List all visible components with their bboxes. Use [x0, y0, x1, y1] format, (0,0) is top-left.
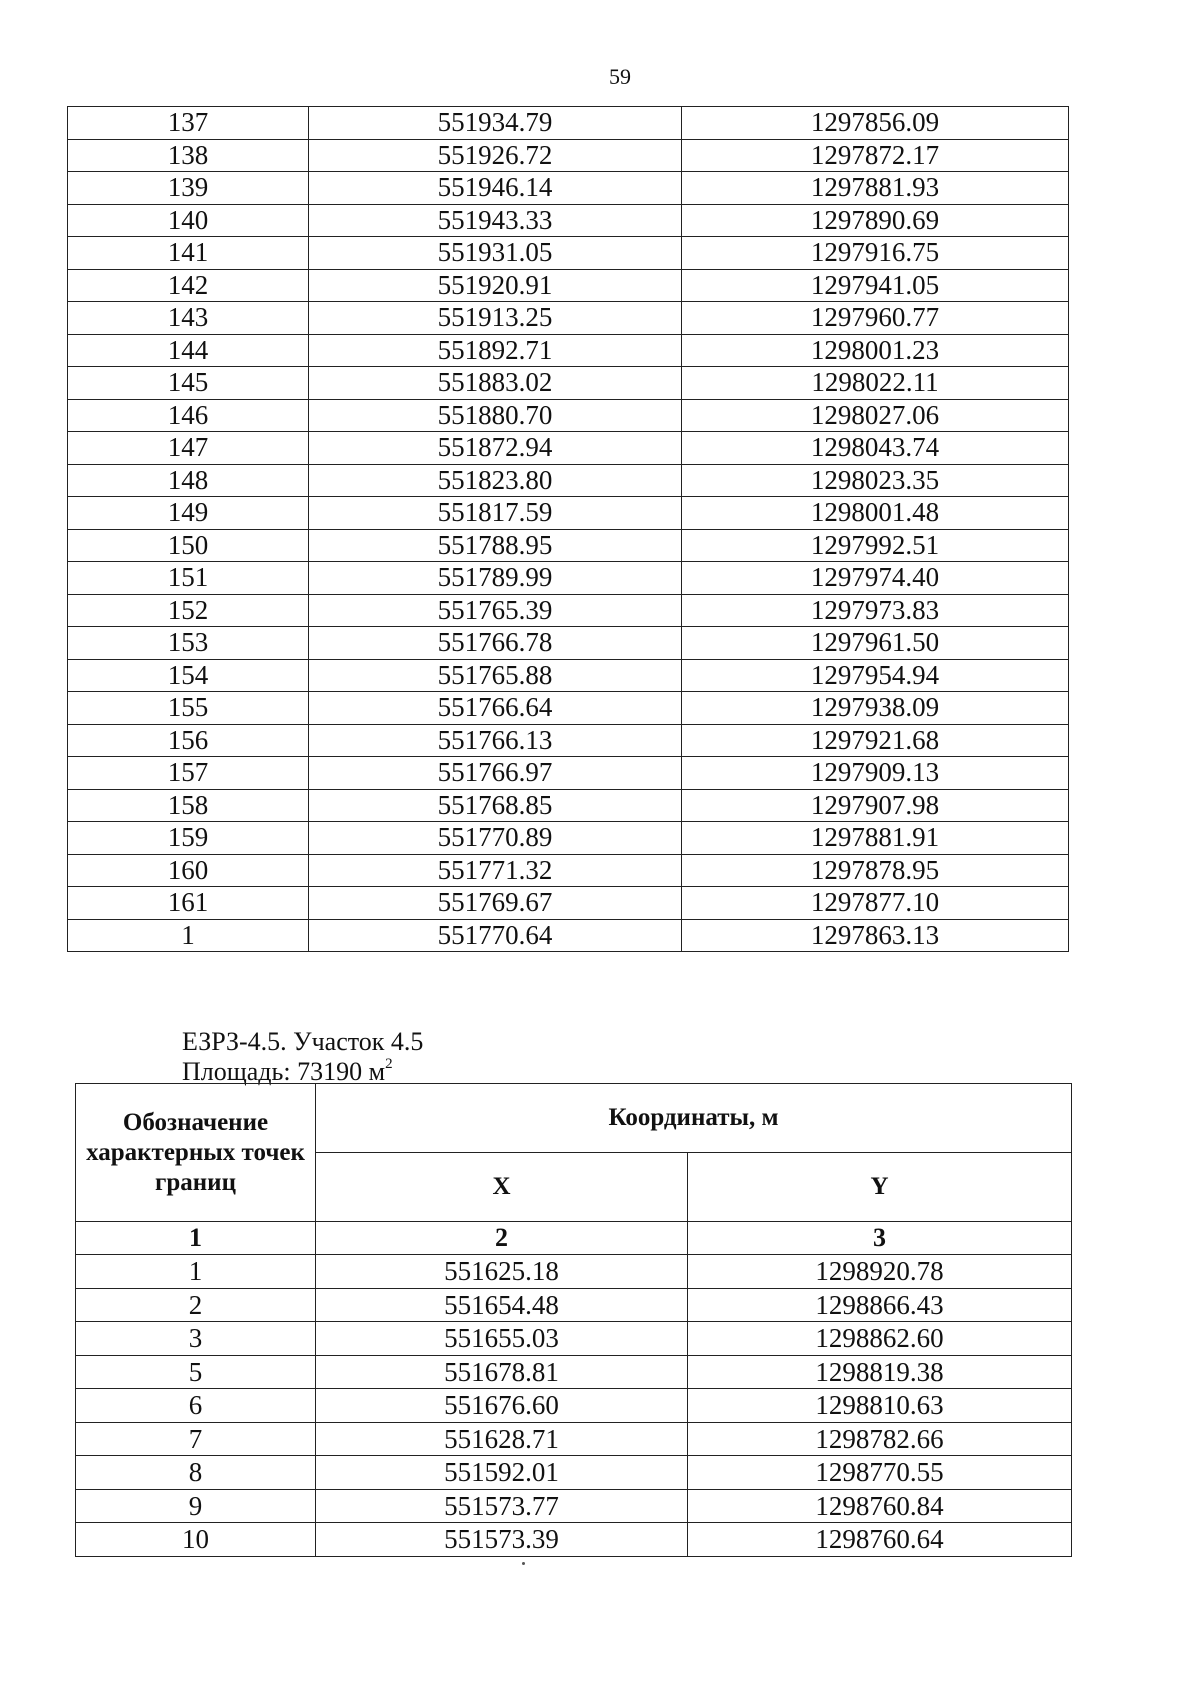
y-coordinate-cell: 1297954.94: [682, 659, 1069, 692]
coordinates-table-continued: [67, 106, 1069, 952]
x-coordinate-cell: 551625.18: [316, 1255, 688, 1289]
y-coordinate-cell: 1297974.40: [682, 562, 1069, 595]
header-point-designation: Обозначение характерных точек границ: [76, 1084, 316, 1222]
y-coordinate-cell: 1297961.50: [682, 627, 1069, 660]
point-number-cell: 142: [68, 269, 309, 302]
coordinates-table-body: [68, 107, 1069, 952]
x-coordinate-cell: 551769.67: [309, 887, 682, 920]
point-number-cell: 1: [68, 919, 309, 952]
table-row: [76, 1422, 1072, 1456]
point-number-cell: 156: [68, 724, 309, 757]
table-row: [68, 237, 1069, 270]
table-row: [76, 1355, 1072, 1389]
x-coordinate-cell: 551678.81: [316, 1355, 688, 1389]
x-coordinate-cell: 551913.25: [309, 302, 682, 335]
point-number-cell: 152: [68, 594, 309, 627]
y-coordinate-cell: 1297863.13: [682, 919, 1069, 952]
x-coordinate-cell: 551628.71: [316, 1422, 688, 1456]
x-coordinate-cell: 551946.14: [309, 172, 682, 205]
area-superscript: 2: [385, 1056, 393, 1072]
y-coordinate-cell: 1297907.98: [682, 789, 1069, 822]
column-number-3: 3: [688, 1222, 1072, 1255]
y-coordinate-cell: 1298866.43: [688, 1288, 1072, 1322]
table-row: [68, 302, 1069, 335]
table-row: [68, 367, 1069, 400]
column-number-2: 2: [316, 1222, 688, 1255]
table-row: [68, 464, 1069, 497]
x-coordinate-cell: 551654.48: [316, 1288, 688, 1322]
table-row: [76, 1389, 1072, 1423]
y-coordinate-cell: 1297960.77: [682, 302, 1069, 335]
x-coordinate-cell: 551823.80: [309, 464, 682, 497]
y-coordinate-cell: 1297872.17: [682, 139, 1069, 172]
point-number-cell: 159: [68, 822, 309, 855]
point-number-cell: 9: [76, 1489, 316, 1523]
x-coordinate-cell: 551573.39: [316, 1523, 688, 1557]
page-number: 59: [609, 64, 631, 89]
y-coordinate-cell: 1298001.48: [682, 497, 1069, 530]
table-row: [68, 204, 1069, 237]
scan-speck: [522, 1562, 525, 1565]
coordinates-table-2-body: [76, 1255, 1072, 1557]
table-row: [68, 529, 1069, 562]
table-row: [68, 399, 1069, 432]
y-coordinate-cell: 1297909.13: [682, 757, 1069, 790]
point-number-cell: 1: [76, 1255, 316, 1289]
x-coordinate-cell: 551920.91: [309, 269, 682, 302]
x-coordinate-cell: 551770.64: [309, 919, 682, 952]
table-row: [68, 497, 1069, 530]
y-coordinate-cell: 1297921.68: [682, 724, 1069, 757]
table-row: [68, 594, 1069, 627]
x-coordinate-cell: 551655.03: [316, 1322, 688, 1356]
point-number-cell: 2: [76, 1288, 316, 1322]
y-coordinate-cell: 1298023.35: [682, 464, 1069, 497]
x-coordinate-cell: 551926.72: [309, 139, 682, 172]
table-row: [68, 724, 1069, 757]
y-coordinate-cell: 1297973.83: [682, 594, 1069, 627]
table-row: [68, 269, 1069, 302]
header-y: Y: [688, 1153, 1072, 1222]
y-coordinate-cell: 1297877.10: [682, 887, 1069, 920]
point-number-cell: 146: [68, 399, 309, 432]
point-number-cell: 149: [68, 497, 309, 530]
x-coordinate-cell: 551676.60: [316, 1389, 688, 1423]
table-row: [68, 172, 1069, 205]
y-coordinate-cell: 1298760.84: [688, 1489, 1072, 1523]
y-coordinate-cell: 1298027.06: [682, 399, 1069, 432]
y-coordinate-cell: 1297856.09: [682, 107, 1069, 140]
point-number-cell: 6: [76, 1389, 316, 1423]
x-coordinate-cell: 551943.33: [309, 204, 682, 237]
point-number-cell: 160: [68, 854, 309, 887]
y-coordinate-cell: 1298760.64: [688, 1523, 1072, 1557]
x-coordinate-cell: 551766.97: [309, 757, 682, 790]
table-row: [76, 1489, 1072, 1523]
point-number-cell: 10: [76, 1523, 316, 1557]
x-coordinate-cell: 551592.01: [316, 1456, 688, 1490]
point-number-cell: 145: [68, 367, 309, 400]
y-coordinate-cell: 1298782.66: [688, 1422, 1072, 1456]
table-row: [68, 659, 1069, 692]
table-row: [68, 789, 1069, 822]
table-row: [68, 334, 1069, 367]
x-coordinate-cell: 551573.77: [316, 1489, 688, 1523]
section-title: ЕЗРЗ-4.5. Участок 4.5: [182, 1027, 424, 1056]
point-number-cell: 153: [68, 627, 309, 660]
x-coordinate-cell: 551931.05: [309, 237, 682, 270]
y-coordinate-cell: 1298862.60: [688, 1322, 1072, 1356]
header-x: X: [316, 1153, 688, 1222]
table-row: [68, 692, 1069, 725]
y-coordinate-cell: 1298920.78: [688, 1255, 1072, 1289]
point-number-cell: 157: [68, 757, 309, 790]
x-coordinate-cell: 551883.02: [309, 367, 682, 400]
y-coordinate-cell: 1298001.23: [682, 334, 1069, 367]
y-coordinate-cell: 1298043.74: [682, 432, 1069, 465]
y-coordinate-cell: 1297881.91: [682, 822, 1069, 855]
point-number-cell: 139: [68, 172, 309, 205]
table-row: [76, 1322, 1072, 1356]
table-row: [68, 822, 1069, 855]
column-number-1: 1: [76, 1222, 316, 1255]
x-coordinate-cell: 551765.39: [309, 594, 682, 627]
x-coordinate-cell: 551789.99: [309, 562, 682, 595]
y-coordinate-cell: 1297938.09: [682, 692, 1069, 725]
point-number-cell: 8: [76, 1456, 316, 1490]
header-coordinates: Координаты, м: [316, 1084, 1072, 1153]
point-number-cell: 144: [68, 334, 309, 367]
table-row: [76, 1523, 1072, 1557]
point-number-cell: 150: [68, 529, 309, 562]
y-coordinate-cell: 1298770.55: [688, 1456, 1072, 1490]
point-number-cell: 138: [68, 139, 309, 172]
x-coordinate-cell: 551771.32: [309, 854, 682, 887]
point-number-cell: 161: [68, 887, 309, 920]
y-coordinate-cell: 1297916.75: [682, 237, 1069, 270]
point-number-cell: 154: [68, 659, 309, 692]
x-coordinate-cell: 551770.89: [309, 822, 682, 855]
coordinates-table-plot-4-5: [75, 1083, 1072, 1557]
table-row: [68, 757, 1069, 790]
x-coordinate-cell: 551880.70: [309, 399, 682, 432]
x-coordinate-cell: 551766.13: [309, 724, 682, 757]
x-coordinate-cell: 551892.71: [309, 334, 682, 367]
table-row: [76, 1288, 1072, 1322]
table-row: [76, 1255, 1072, 1289]
x-coordinate-cell: 551766.78: [309, 627, 682, 660]
table-row: [68, 627, 1069, 660]
table-row: [68, 432, 1069, 465]
y-coordinate-cell: 1298810.63: [688, 1389, 1072, 1423]
table-row: [68, 919, 1069, 952]
y-coordinate-cell: 1297941.05: [682, 269, 1069, 302]
y-coordinate-cell: 1297890.69: [682, 204, 1069, 237]
point-number-cell: 143: [68, 302, 309, 335]
point-number-cell: 140: [68, 204, 309, 237]
y-coordinate-cell: 1297878.95: [682, 854, 1069, 887]
point-number-cell: 3: [76, 1322, 316, 1356]
x-coordinate-cell: 551766.64: [309, 692, 682, 725]
y-coordinate-cell: 1297881.93: [682, 172, 1069, 205]
table-row: [68, 562, 1069, 595]
table-row: [68, 854, 1069, 887]
y-coordinate-cell: 1297992.51: [682, 529, 1069, 562]
table-row: [68, 887, 1069, 920]
x-coordinate-cell: 551768.85: [309, 789, 682, 822]
point-number-cell: 158: [68, 789, 309, 822]
point-number-cell: 147: [68, 432, 309, 465]
x-coordinate-cell: 551934.79: [309, 107, 682, 140]
area-label: Площадь: 73190 м: [182, 1057, 386, 1086]
point-number-cell: 7: [76, 1422, 316, 1456]
table-row: [68, 139, 1069, 172]
point-number-cell: 5: [76, 1355, 316, 1389]
table-row: [68, 107, 1069, 140]
point-number-cell: 155: [68, 692, 309, 725]
point-number-cell: 141: [68, 237, 309, 270]
x-coordinate-cell: 551872.94: [309, 432, 682, 465]
x-coordinate-cell: 551817.59: [309, 497, 682, 530]
x-coordinate-cell: 551788.95: [309, 529, 682, 562]
y-coordinate-cell: 1298022.11: [682, 367, 1069, 400]
x-coordinate-cell: 551765.88: [309, 659, 682, 692]
point-number-cell: 151: [68, 562, 309, 595]
point-number-cell: 148: [68, 464, 309, 497]
point-number-cell: 137: [68, 107, 309, 140]
table-row: [76, 1456, 1072, 1490]
y-coordinate-cell: 1298819.38: [688, 1355, 1072, 1389]
